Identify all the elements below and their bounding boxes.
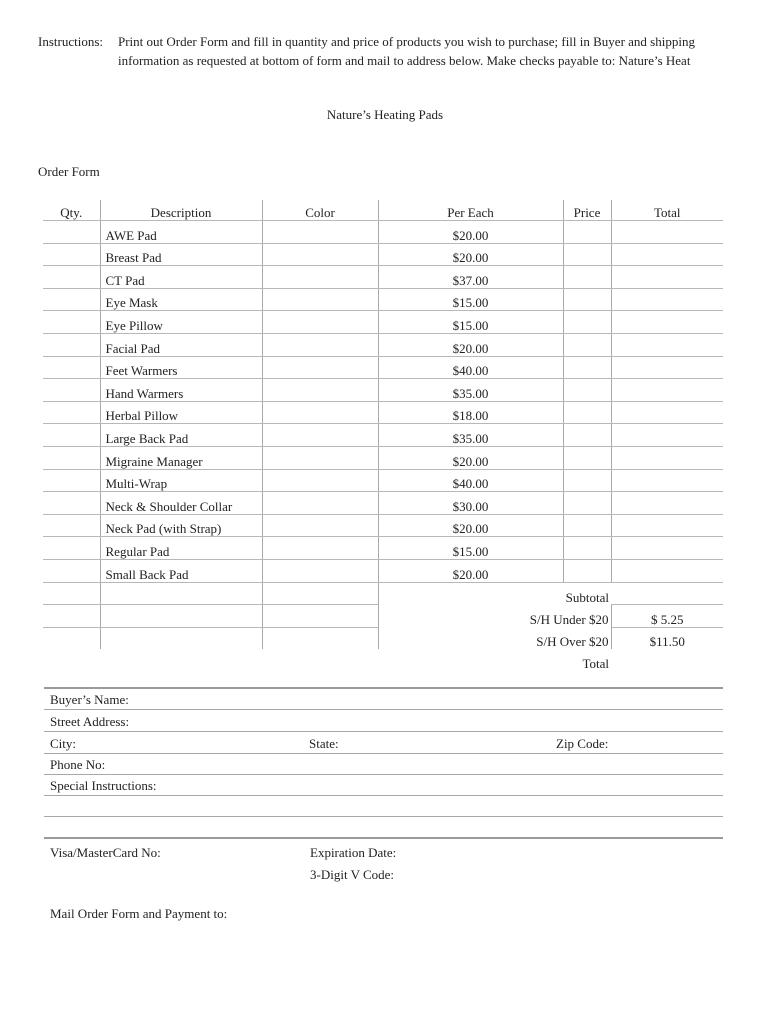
total-cell[interactable] [611,514,723,537]
color-cell[interactable] [262,492,378,515]
qty-cell[interactable] [43,266,100,289]
qty-cell[interactable] [43,492,100,515]
price-cell[interactable] [563,356,611,379]
product-name: Neck & Shoulder Collar [100,492,262,515]
product-name: Multi-Wrap [100,469,262,492]
zip-code-label: Zip Code: [556,736,609,751]
total-cell[interactable] [611,221,723,244]
table-row [43,469,723,492]
price-cell[interactable] [563,469,611,492]
color-cell[interactable] [262,401,378,424]
product-name: CT Pad [100,266,262,289]
mail-to-label: Mail Order Form and Payment to: [50,906,228,921]
product-name: Feet Warmers [100,356,262,379]
phone-label: Phone No: [50,757,106,772]
instructions-label: Instructions: [38,34,103,49]
qty-cell[interactable] [43,379,100,402]
table-row [43,311,723,334]
color-cell[interactable] [262,333,378,356]
table-row [43,221,723,244]
table-row [43,266,723,289]
color-cell[interactable] [262,311,378,334]
qty-cell[interactable] [43,582,100,605]
per-each-value: $15.00 [378,288,563,311]
product-name: Hand Warmers [100,379,262,402]
total-cell[interactable] [611,559,723,582]
per-each-value: $30.00 [378,492,563,515]
per-each-value: $20.00 [378,446,563,469]
color-cell[interactable] [262,537,378,560]
product-name: Eye Pillow [100,311,262,334]
table-row [43,356,723,379]
total-cell[interactable] [611,401,723,424]
product-name: AWE Pad [100,221,262,244]
color-cell[interactable] [262,379,378,402]
table-row [43,492,723,515]
table-row [43,243,723,266]
qty-cell[interactable] [43,221,100,244]
price-cell[interactable] [563,333,611,356]
col-header-per-each: Per Each [378,200,563,221]
product-name: Regular Pad [100,537,262,560]
price-cell[interactable] [563,492,611,515]
color-cell[interactable] [262,559,378,582]
price-cell[interactable] [563,243,611,266]
price-cell[interactable] [563,559,611,582]
state-label: State: [309,736,339,751]
total-cell[interactable] [611,424,723,447]
instructions-text: Print out Order Form and fill in quantity and price of products you wish to purchase; fill in Buyer and shipping information as requested at bottom of form and mail to address below. Make checks payable to: Nature’s Heat [118,34,695,68]
qty-cell[interactable] [43,469,100,492]
qty-cell[interactable] [43,401,100,424]
col-header-price: Price [563,200,611,221]
price-cell[interactable] [563,266,611,289]
table-row [43,333,723,356]
product-name: Facial Pad [100,333,262,356]
buyer-name-label: Buyer’s Name: [50,692,129,707]
order-form-label: Order Form [38,164,100,179]
street-address-label: Street Address: [50,714,130,729]
total-label: Total [582,655,609,671]
total-cell[interactable] [611,537,723,560]
color-cell[interactable] [262,288,378,311]
table-row [43,514,723,537]
special-instructions-label: Special Instructions: [50,778,157,793]
cvv-label: 3-Digit V Code: [310,867,395,882]
col-header-qty: Qty. [43,200,100,221]
special-instructions-line-2[interactable] [44,816,723,817]
sh-over-value: $11.50 [649,634,685,650]
price-cell[interactable] [563,424,611,447]
expiration-date-label: Expiration Date: [310,845,397,860]
city-line[interactable] [44,753,723,754]
buyer-name-line[interactable] [44,709,723,710]
per-each-value: $18.00 [378,401,563,424]
total-cell[interactable] [611,356,723,379]
total-cell[interactable] [611,333,723,356]
color-cell[interactable] [262,243,378,266]
color-cell[interactable] [262,424,378,447]
sh-over-label: S/H Over $20 [378,627,611,649]
per-each-value: $40.00 [378,469,563,492]
sh-under-value: $ 5.25 [611,605,723,628]
price-cell[interactable] [563,379,611,402]
total-value[interactable] [611,649,723,671]
sh-over-row [43,627,723,649]
color-cell[interactable] [262,221,378,244]
color-cell[interactable] [262,356,378,379]
order-table [43,200,723,671]
per-each-value: $20.00 [378,333,563,356]
per-each-value: $35.00 [378,424,563,447]
color-cell[interactable] [262,446,378,469]
table-row [43,446,723,469]
product-name: Large Back Pad [100,424,262,447]
table-row [43,401,723,424]
price-cell[interactable] [563,446,611,469]
price-cell[interactable] [563,401,611,424]
qty-cell[interactable] [43,356,100,379]
divider [44,837,723,839]
price-cell[interactable] [563,514,611,537]
qty-cell[interactable] [43,311,100,334]
product-name: Migraine Manager [100,446,262,469]
product-rows [43,221,723,583]
col-header-color: Color [262,200,378,221]
qty-cell[interactable] [43,333,100,356]
total-row [43,649,723,671]
total-cell[interactable] [611,446,723,469]
product-name: Neck Pad (with Strap) [100,514,262,537]
total-cell[interactable] [611,311,723,334]
card-number-label: Visa/MasterCard No: [50,845,161,860]
table-row [43,537,723,560]
per-each-value: $37.00 [378,266,563,289]
qty-cell[interactable] [43,537,100,560]
product-name: Breast Pad [100,243,262,266]
total-cell[interactable] [611,379,723,402]
per-each-value: $15.00 [378,311,563,334]
per-each-value: $15.00 [378,537,563,560]
total-cell[interactable] [611,266,723,289]
special-instructions-line[interactable] [44,795,723,796]
product-name: Eye Mask [100,288,262,311]
city-label: City: [50,736,77,751]
qty-cell[interactable] [43,559,100,582]
summary-rows [43,582,723,671]
subtotal-row [43,582,723,605]
col-header-description: Description [100,200,262,221]
product-name: Small Back Pad [100,559,262,582]
price-cell[interactable] [563,221,611,244]
qty-cell[interactable] [43,514,100,537]
col-header-total: Total [611,200,723,221]
street-address-line[interactable] [44,731,723,732]
product-name: Herbal Pillow [100,401,262,424]
per-each-value: $20.00 [378,559,563,582]
total-cell[interactable] [611,243,723,266]
table-row [43,559,723,582]
table-header-row [43,200,723,221]
price-cell[interactable] [563,288,611,311]
page-title: Nature’s Heating Pads [326,107,444,122]
total-cell[interactable] [611,492,723,515]
total-cell[interactable] [611,469,723,492]
qty-cell[interactable] [43,243,100,266]
sh-under-row [43,605,723,628]
table-row [43,288,723,311]
qty-cell[interactable] [43,446,100,469]
color-cell[interactable] [262,266,378,289]
per-each-value: $35.00 [378,379,563,402]
qty-cell[interactable] [43,288,100,311]
per-each-value: $40.00 [378,356,563,379]
table-row [43,424,723,447]
per-each-value: $20.00 [378,243,563,266]
color-cell[interactable] [262,469,378,492]
per-each-value: $20.00 [378,221,563,244]
table-row [43,379,723,402]
total-cell[interactable] [611,288,723,311]
phone-line[interactable] [44,774,723,775]
divider [44,687,723,689]
price-cell[interactable] [563,311,611,334]
subtotal-label: Subtotal [565,589,609,605]
sh-under-label: S/H Under $20 [378,605,611,628]
color-cell[interactable] [262,514,378,537]
price-cell[interactable] [563,537,611,560]
per-each-value: $20.00 [378,514,563,537]
qty-cell[interactable] [43,424,100,447]
subtotal-value[interactable] [611,582,723,605]
